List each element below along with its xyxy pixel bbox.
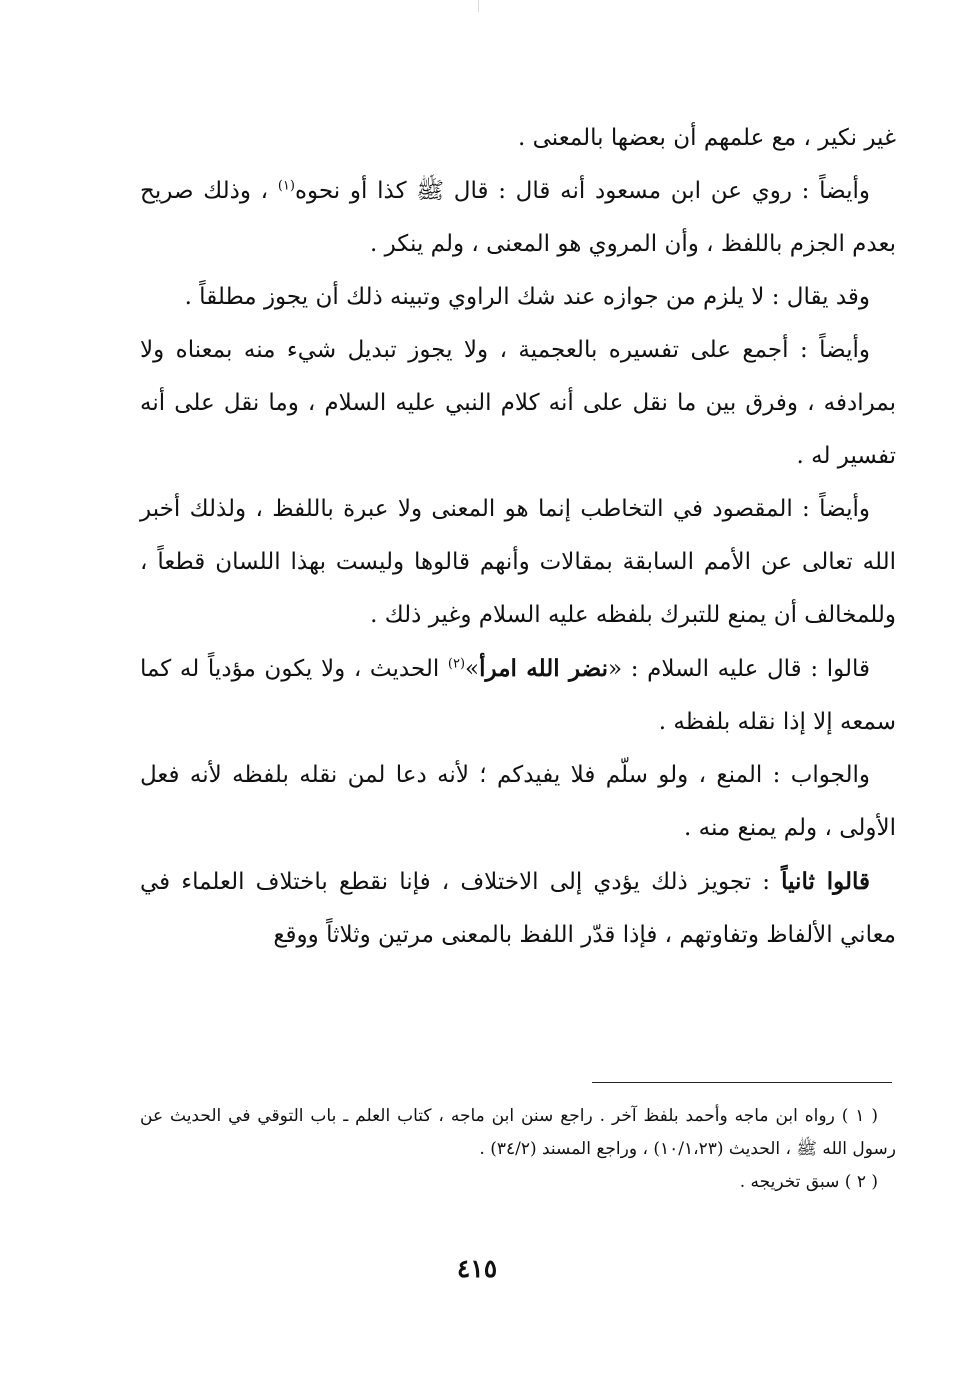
- paragraph-2-text-b: ، وذلك صريح بعدم الجزم باللفظ ، وأن المروي هو المعنى ، ولم ينكر .: [140, 178, 896, 257]
- paragraph-3: [140, 271, 896, 324]
- footnote-divider: [592, 1082, 892, 1083]
- hadith-quote: نضر الله امرأ: [479, 655, 608, 682]
- top-edge-mark: [478, 0, 479, 12]
- footnote-1: [140, 1100, 896, 1166]
- paragraph-4: [140, 324, 896, 483]
- footnote-1-text: ( ١ ) رواه ابن ماجه وأحمد بلفظ آخر . راجع سنن ابن ماجه ، كتاب العلم ـ باب التوقي في الحديث عن رسول الله ﷺ ، الحديث (١٠/١،٢٣) ، وراجع المسند (٣٤/٢) .: [140, 1106, 896, 1159]
- page-number: ٤١٥: [456, 1254, 498, 1283]
- footnote-2-text: ( ٢ ) سبق تخريجه .: [739, 1172, 878, 1192]
- paragraph-8-text: : تجويز ذلك يؤدي إلى الاختلاف ، فإنا نقطع باختلاف العلماء في معاني الألفاظ وتفاوتهم ، فإذا قدّر اللفظ بالمعنى مرتين وثلاثاً ووقع: [140, 869, 896, 948]
- paragraph-2-text-a: وأيضاً : روي عن ابن مسعود أنه قال : قال ﷺ كذا أو نحوه: [294, 178, 870, 204]
- paragraph-3-text: وقد يقال : لا يلزم من جوازه عند شك الراوي وتبينه ذلك أن يجوز مطلقاً .: [184, 284, 870, 310]
- paragraph-7-text: والجواب : المنع ، ولو سلّم فلا يفيدكم ؛ لأنه دعا لمن نقله بلفظه لأنه فعل الأولى ، ولم يمنع منه .: [140, 762, 896, 841]
- paragraph-6-text-a: قالوا : قال عليه السلام : «: [608, 656, 871, 682]
- footnote-2: [140, 1166, 896, 1199]
- paragraph-6-text-c: الحديث ، ولا يكون مؤدياً له كما سمعه إلا إذا نقله بلفظه .: [140, 656, 896, 735]
- paragraph-4-text: وأيضاً : أجمع على تفسيره بالعجمية ، ولا يجوز تبديل شيء منه بمعناه ولا بمرادفه ، وفرق بين ما نقل على أنه كلام النبي عليه السلام ، وما نقل على أنه تفسير له .: [140, 337, 896, 469]
- paragraph-1-text: غير نكير ، مع علمهم أن بعضها بالمعنى .: [518, 125, 896, 151]
- paragraph-8-heading: قالوا ثانياً: [781, 868, 870, 895]
- footnote-ref-2[interactable]: (٢): [447, 656, 466, 672]
- paragraph-5: [140, 483, 896, 642]
- paragraph-5-text: وأيضاً : المقصود في التخاطب إنما هو المعنى ولا عبرة باللفظ ، ولذلك أخبر الله تعالى عن الأمم السابقة بمقالات وأنهم قالوها وليست بهذا اللسان قطعاً ، وللمخالف أن يمنع للتبرك بلفظه عليه السلام وغير ذلك .: [140, 496, 896, 628]
- footnote-ref-1[interactable]: (١): [277, 178, 295, 194]
- paragraph-6-quote-close: »: [465, 656, 480, 682]
- paragraph-2: [140, 165, 896, 271]
- main-text: [140, 112, 896, 962]
- footnotes: [140, 1100, 896, 1199]
- paragraph-7: [140, 749, 896, 855]
- paragraph-6: [140, 642, 896, 749]
- paragraph-1: [140, 112, 896, 165]
- paragraph-8: [140, 855, 896, 962]
